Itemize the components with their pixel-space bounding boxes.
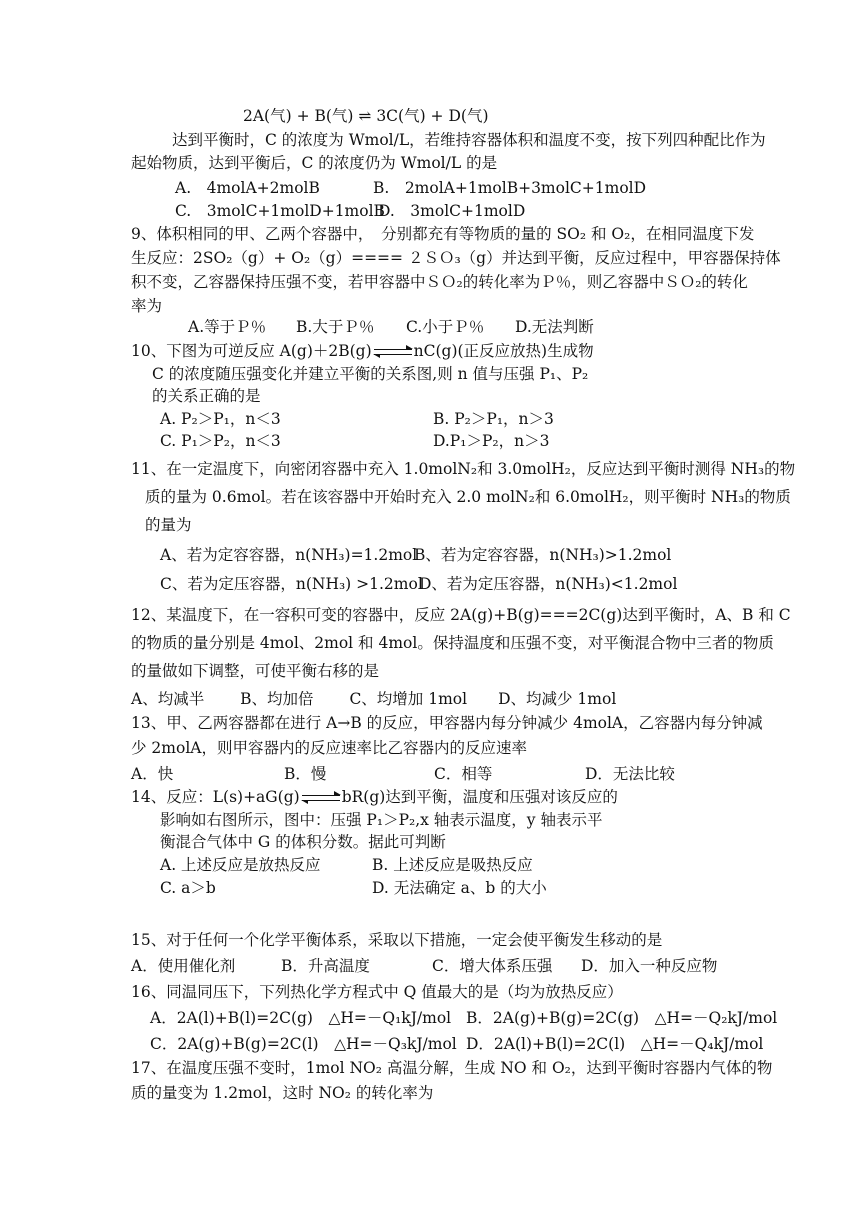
q9-text-line1: 9、体积相同的甲、乙两个容器中， 分别都充有等物质的量的 SO₂ 和 O₂，在相同温度下发 — [131, 225, 755, 243]
q9-option-b: B.大于Ｐ％ — [296, 318, 375, 336]
q9-option-c: C.小于Ｐ％ — [406, 318, 485, 336]
q11-option-b: B、若为定容容器，n(NH₃)>1.2mol — [414, 546, 672, 564]
q12-text-line3: 的量做如下调整，可使平衡右移的是 — [131, 662, 380, 680]
q10-option-a: A. P₂＞P₁，n＜3 — [160, 410, 281, 428]
q9-option-a: A.等于Ｐ％ — [188, 318, 267, 336]
q9-text-line4: 率为 — [131, 297, 163, 315]
q8-option-a: A. 4molA+2molB — [175, 179, 320, 197]
reversible-arrow-icon — [302, 793, 340, 803]
q9-text-line3: 积不变，乙容器保持压强不变，若甲容器中ＳＯ₂的转化率为Ｐ％，则乙容器中ＳＯ₂的转化 — [131, 273, 748, 291]
q11-option-a: A、若为定容容器，n(NH₃)=1.2mol — [160, 546, 418, 564]
q16-option-d: D．2A(l)+B(l)=2C(l) △H=－Q₄kJ/mol — [466, 1035, 764, 1053]
q9-text-line2: 生反应：2SO₂（g）+ O₂（g）==== ２ＳＯ₃（g）并达到平衡，反应过程中，甲容器保持体 — [131, 249, 781, 267]
q10-text-line1 — [131, 341, 594, 361]
q16-text-line1: 16、同温同压下，下列热化学方程式中 Q 值最大的是（均为放热反应） — [131, 983, 623, 1001]
q17-text-line1: 17、在温度压强不变时，1mol NO₂ 高温分解，生成 NO 和 O₂，达到平衡时容器内气体的物 — [131, 1059, 773, 1077]
q11-text-line2: 质的量为 0.6mol。若在该容器中开始时充入 2.0 molN₂和 6.0molH₂，则平衡时 NH₃的物质 — [145, 488, 791, 506]
q8-equation: 2A(气) + B(气) ⇌ 3C(气) + D(气) — [243, 107, 489, 125]
q14-text-line3: 衡混合气体中 G 的体积分数。据此可判断 — [160, 833, 446, 851]
q8-text-line1: 达到平衡时，C 的浓度为 Wmol/L，若维持容器体积和温度不变，按下列四种配比作为 — [172, 131, 766, 149]
q11-option-d: D、若为定压容器，n(NH₃)<1.2mol — [419, 575, 678, 593]
q11-text-line3: 的量为 — [145, 516, 192, 534]
q13-text-line2: 少 2molA，则甲容器内的反应速率比乙容器内的反应速率 — [131, 739, 527, 757]
q12-options: A、均减半 B、均加倍 C、均增加 1mol D、均减少 1mol — [131, 690, 617, 708]
q14-option-a: A. 上述反应是放热反应 — [160, 856, 321, 874]
q14-text-line1 — [131, 787, 618, 807]
q15-option-c: C．增大体系压强 — [432, 957, 553, 975]
q13-option-c: C．相等 — [434, 765, 493, 783]
q12-text-line1: 12、某温度下，在一容积可变的容器中，反应 2A(g)+B(g)===2C(g)达到平衡时，A、B 和 C — [131, 606, 791, 624]
q13-option-a: A．快 — [131, 765, 174, 783]
q15-option-d: D．加入一种反应物 — [581, 957, 718, 975]
q8-option-d: D. 3molC+1molD — [378, 202, 526, 220]
q9-option-d: D.无法判断 — [515, 318, 594, 336]
q13-option-d: D．无法比较 — [585, 765, 675, 783]
q13-option-b: B．慢 — [284, 765, 327, 783]
q13-text-line1: 13、甲、乙两容器都在进行 A→B 的反应，甲容器内每分钟减少 4molA，乙容器内每分钟减 — [131, 714, 763, 732]
q15-text-line1: 15、对于任何一个化学平衡体系，采取以下措施，一定会使平衡发生移动的是 — [131, 931, 663, 949]
q16-option-a: A．2A(l)+B(l)=2C(g) △H=－Q₁kJ/mol — [150, 1009, 452, 1027]
q14-text-line1-post: bR(g)达到平衡，温度和压强对该反应的 — [341, 788, 618, 806]
q8-option-c: C. 3molC+1molD+1molB — [175, 202, 385, 220]
q10-option-d: D.P₁＞P₂，n＞3 — [433, 432, 550, 450]
q14-text-line2: 影响如右图所示，图中：压强 P₁＞P₂,x 轴表示温度，y 轴表示平 — [160, 811, 603, 829]
q10-text-line3: 的关系正确的是 — [152, 387, 261, 405]
reversible-arrow-icon — [374, 347, 412, 357]
q16-option-c: C．2A(g)+B(g)=2C(l) △H=－Q₃kJ/mol — [150, 1035, 457, 1053]
q17-text-line2: 质的量变为 1.2mol，这时 NO₂ 的转化率为 — [131, 1084, 434, 1102]
q10-text-line2: C 的浓度随压强变化并建立平衡的关系图,则 n 值与压强 P₁、P₂ — [152, 365, 589, 383]
q14-text-line1-pre: 14、反应：L(s)+aG(g) — [131, 788, 300, 806]
q8-option-b: B. 2molA+1molB+3molC+1molD — [373, 179, 647, 197]
q14-option-d: D. 无法确定 a、b 的大小 — [372, 879, 547, 897]
q8-text-line2: 起始物质，达到平衡后，C 的浓度仍为 Wmol/L 的是 — [131, 154, 498, 172]
q14-option-b: B. 上述反应是吸热反应 — [372, 856, 533, 874]
q16-option-b: B．2A(g)+B(g)=2C(g) △H=－Q₂kJ/mol — [466, 1009, 778, 1027]
q15-option-b: B．升高温度 — [281, 957, 370, 975]
q10-text-line1-post: nC(g)(正反应放热)生成物 — [413, 342, 594, 360]
q11-option-c: C、若为定压容器，n(NH₃) >1.2mol — [160, 575, 423, 593]
q10-option-b: B. P₂＞P₁，n＞3 — [433, 410, 554, 428]
q11-text-line1: 11、在一定温度下，向密闭容器中充入 1.0molN₂和 3.0molH₂，反应达到平衡时测得 NH₃的物 — [131, 460, 796, 478]
q10-option-c: C. P₁＞P₂，n＜3 — [160, 432, 281, 450]
q10-text-line1-pre: 10、下图为可逆反应 A(g)＋2B(g) — [131, 342, 372, 360]
q14-option-c: C. a＞b — [160, 879, 216, 897]
q15-option-a: A．使用催化剂 — [131, 957, 236, 975]
q12-text-line2: 的物质的量分别是 4mol、2mol 和 4mol。保持温度和压强不变，对平衡混合物中三者的物质 — [131, 634, 774, 652]
